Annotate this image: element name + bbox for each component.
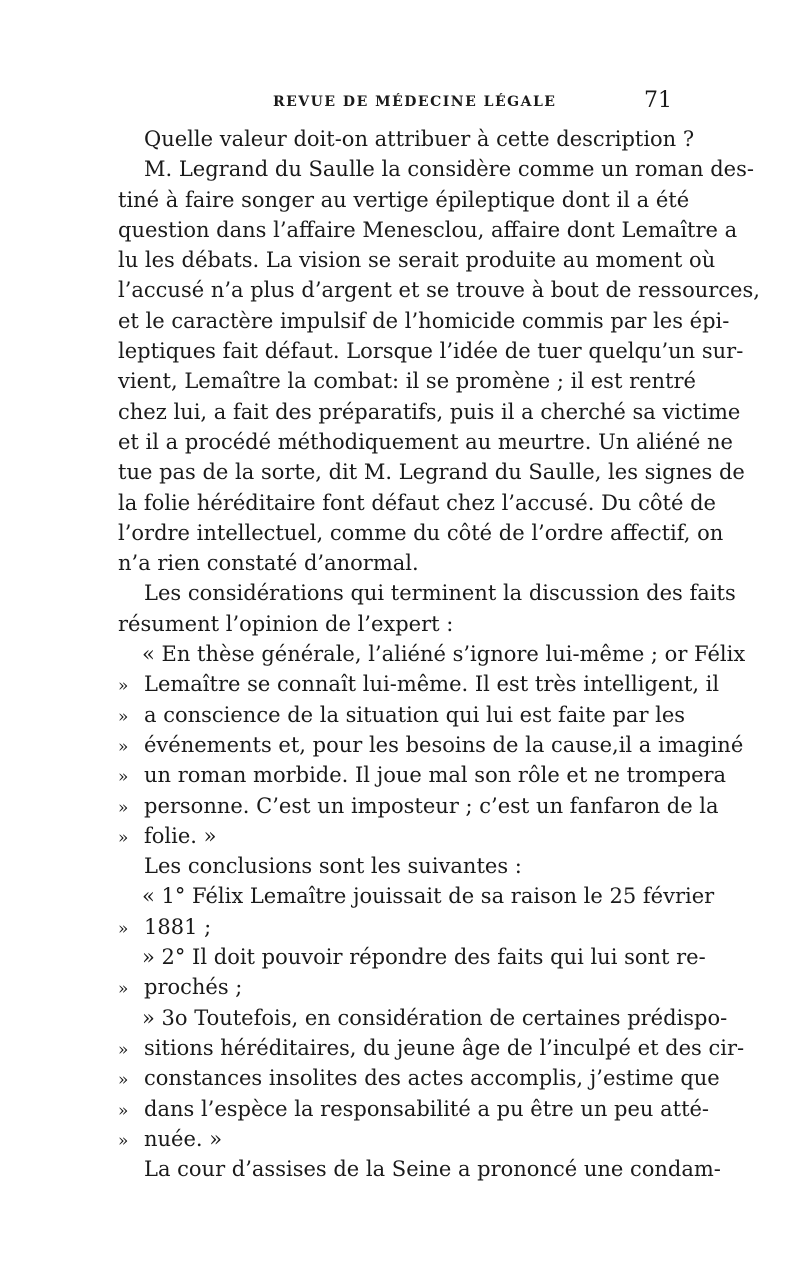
quote-line: [118, 760, 727, 790]
text-line: chez lui, a fait des préparatifs, puis il a cherché sa victime: [118, 399, 741, 424]
text-line: lu les débats. La vision se serait produite au moment où: [118, 248, 716, 273]
quote-text: folie. »: [144, 823, 217, 848]
quote-text: sitions héréditaires, du jeune âge de l’inculpé et des cir-: [144, 1035, 745, 1060]
quote-mark: »: [118, 1100, 129, 1121]
quote-text: nuée. »: [144, 1126, 223, 1151]
quote-text: a conscience de la situation qui lui est faite par les: [144, 702, 686, 727]
quote-line: » 2° Il doit pouvoir répondre des faits qui lui sont re-: [142, 945, 706, 970]
quote-mark: »: [118, 1039, 129, 1060]
quote-line: [118, 669, 720, 699]
text-line: Les conclusions sont les suivantes :: [144, 854, 522, 879]
quote-mark: »: [118, 706, 129, 727]
text-line: Les considérations qui terminent la discussion des faits: [144, 581, 736, 606]
quote-line: [118, 972, 678, 1002]
quote-mark: »: [118, 918, 129, 939]
quote-mark: »: [118, 736, 129, 757]
text-line: leptiques fait défaut. Lorsque l’idée de tuer quelqu’un sur-: [118, 339, 744, 364]
running-head: REVUE DE MÉDECINE LÉGALE: [273, 94, 557, 110]
quote-line: [118, 730, 744, 760]
text-line: la folie héréditaire font défaut chez l’accusé. Du côté de: [118, 490, 716, 515]
quote-line: [118, 1094, 710, 1124]
page-number: 71: [644, 88, 672, 113]
text-line: et il a procédé méthodiquement au meurtre. Un aliéné ne: [118, 429, 733, 454]
quote-line: [118, 700, 686, 730]
quote-text: prochés ;: [144, 975, 243, 1000]
text-line: résument l’opinion de l’expert :: [118, 611, 454, 636]
quote-text: personne. C’est un imposteur ; c’est un fanfaron de la: [144, 793, 719, 818]
text-line: l’accusé n’a plus d’argent et se trouve à bout de ressources,: [118, 278, 760, 303]
text-line: M. Legrand du Saulle la considère comme un roman des-: [144, 157, 754, 182]
quote-text: Lemaître se connaît lui-même. Il est très intelligent, il: [144, 672, 720, 697]
page-header: [118, 88, 678, 120]
quote-text: un roman morbide. Il joue mal son rôle et ne trompera: [144, 763, 727, 788]
text-line: tiné à faire songer au vertige épileptique dont il a été: [118, 187, 690, 212]
quote-mark: »: [118, 676, 129, 697]
quote-mark: »: [118, 767, 129, 788]
quote-text: constances insolites des actes accomplis, j’estime que: [144, 1066, 720, 1091]
quote-line: « En thèse générale, l’aliéné s’ignore lui-même ; or Félix: [142, 642, 746, 667]
quote-mark: »: [118, 1130, 129, 1151]
text-line: et le caractère impulsif de l’homicide commis par les épi-: [118, 308, 730, 333]
quote-line: » 3o Toutefois, en considération de certaines prédispo-: [142, 1005, 728, 1030]
text-line: n’a rien constaté d’anormal.: [118, 551, 419, 576]
quote-mark: »: [118, 1070, 129, 1091]
quote-text: dans l’espèce la responsabilité a pu être un peu atté-: [144, 1096, 710, 1121]
quote-line: [118, 821, 678, 851]
text-line: question dans l’affaire Menesclou, affaire dont Lemaître a: [118, 217, 738, 242]
quote-line: [118, 912, 678, 942]
text-line: tue pas de la sorte, dit M. Legrand du Saulle, les signes de: [118, 460, 745, 485]
text-line: vient, Lemaître la combat: il se promène ; il est rentré: [118, 369, 696, 394]
quote-line: [118, 1124, 678, 1154]
text-line: La cour d’assises de la Seine a prononcé une condam-: [144, 1157, 721, 1182]
body-text: [118, 124, 760, 1184]
quote-line: [118, 1033, 745, 1063]
quote-text: 1881 ;: [144, 914, 212, 939]
quote-mark: »: [118, 797, 129, 818]
quote-line: [118, 1063, 720, 1093]
quote-mark: »: [118, 979, 129, 1000]
text-line: l’ordre intellectuel, comme du côté de l’ordre affectif, on: [118, 520, 724, 545]
quote-mark: »: [118, 827, 129, 848]
quote-line: [118, 791, 719, 821]
quote-text: événements et, pour les besoins de la cause,il a imaginé: [144, 732, 744, 757]
text-line: Quelle valeur doit-on attribuer à cette description ?: [144, 127, 695, 151]
quote-line: « 1° Félix Lemaître jouissait de sa raison le 25 février: [142, 884, 715, 909]
